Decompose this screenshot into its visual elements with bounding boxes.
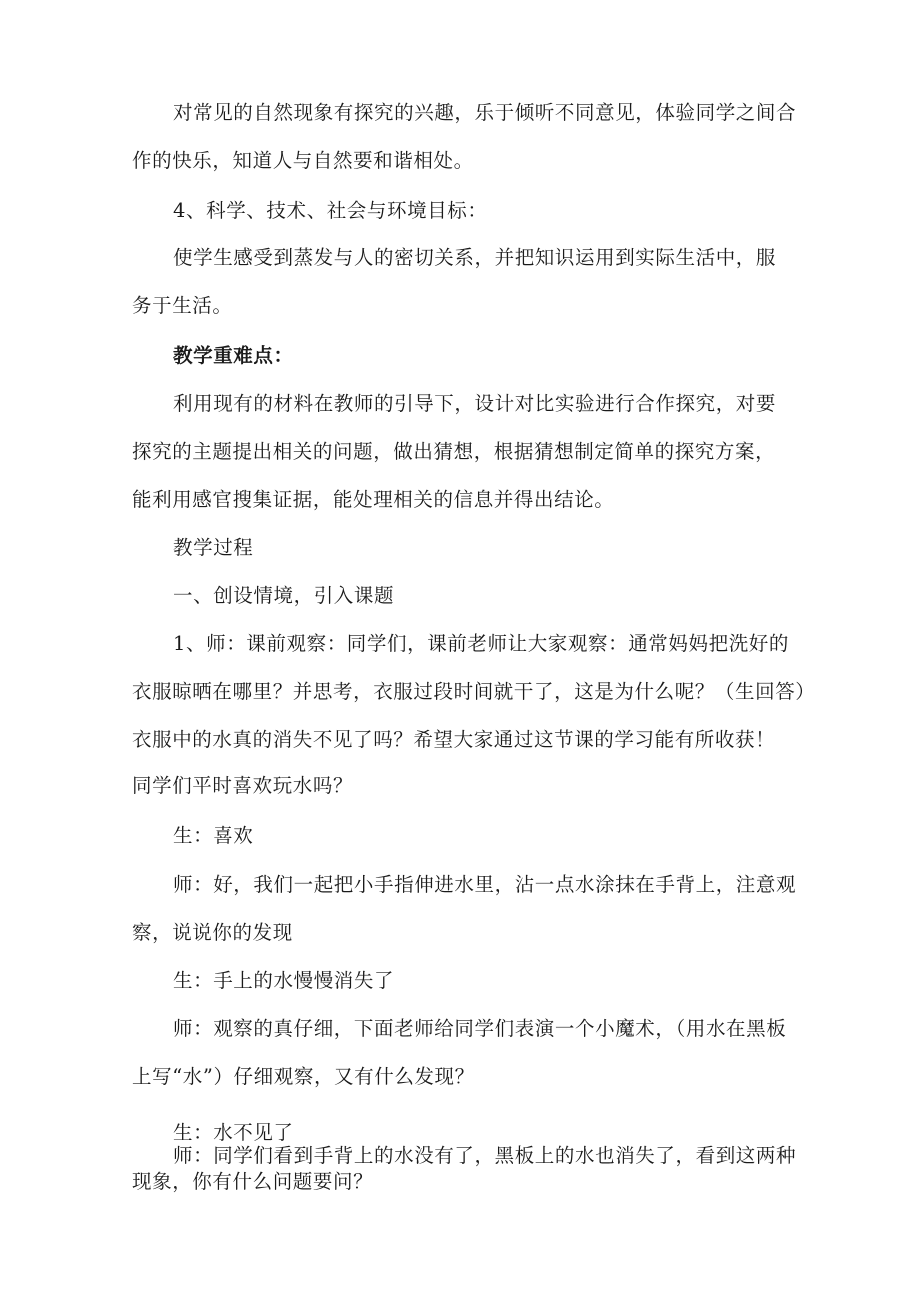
text-line: 察，说说你的发现 [132,921,293,944]
text-line: 师：观察的真仔细，下面老师给同学们表演一个小魔术，（用水在黑板 [173,1017,787,1040]
text-line: 探究的主题提出相关的问题，做出猜想，根据猜想制定简单的探究方案， [132,440,776,463]
text-line: 利用现有的材料在教师的引导下，设计对比实验进行合作探究，对要 [173,392,777,415]
text-line: 生：喜欢 [173,824,254,847]
text-line: 同学们平时喜欢玩水吗？ [132,774,354,797]
section-heading: 教学过程 [173,536,254,559]
text-line: 师：同学们看到手背上的水没有了，黑板上的水也消失了，看到这两种 [173,1144,797,1167]
text-line: 能利用感官搜集证据，能处理相关的信息并得出结论。 [132,488,615,511]
text-line: 衣服中的水真的消失不见了吗？希望大家通过这节课的学习能有所收获！ [132,728,776,751]
section-heading: 一、创设情境，引入课题 [173,584,395,607]
text-line: 师：好，我们一起把小手指伸进水里，沾一点水涂抹在手背上，注意观 [173,873,797,896]
text-line: 生：手上的水慢慢消失了 [173,969,395,992]
text-line: 1、师：课前观察：同学们，课前老师让大家观察：通常妈妈把洗好的 [173,632,790,655]
text-line: 使学生感受到蒸发与人的密切关系，并把知识运用到实际生活中，服 [173,246,777,269]
text-line: 衣服晾晒在哪里？并思考，衣服过段时间就干了，这是为什么呢？（生回答） [132,680,816,703]
text-line: 作的快乐，知道人与自然要和谐相处。 [132,149,474,172]
text-line: 上写“水”）仔细观察，又有什么发现？ [132,1065,475,1088]
section-heading: 教学重难点： [173,344,294,367]
text-line: 现象，你有什么问题要问？ [132,1170,374,1193]
section-heading: 4、科学、技术、社会与环境目标： [173,199,488,222]
text-line: 务于生活。 [132,294,233,317]
text-line: 对常见的自然现象有探究的兴趣，乐于倾听不同意见，体验同学之间合 [173,101,797,124]
text-line: 生：水不见了 [173,1121,294,1144]
